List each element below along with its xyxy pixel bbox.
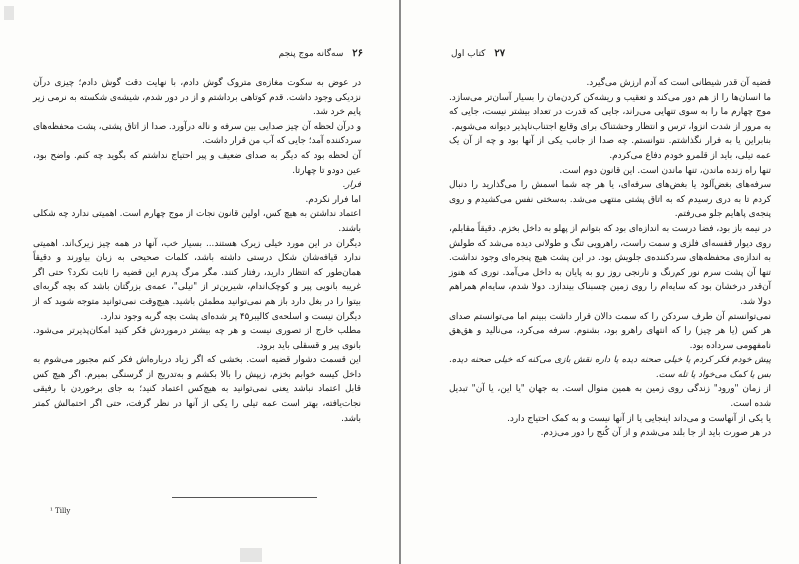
- paragraph: تنها راه زنده ماندن، تنها ماندن است. این قانون دوم است.: [559, 165, 771, 176]
- left-page-body: [33, 76, 361, 426]
- paragraph: اعتماد نداشتن به هیچ کس، اولین قانون نجات از موج چهارم است. اهمیتی ندارد چه شکلی باشند.: [33, 209, 361, 234]
- paragraph: در نیمه باز بود، فضا درست به اندازه‌ای بود که بتوانم از پهلو به داخل بخزم. دقیقاً مقابلم، روی دیوار قفسه‌ای فلزی و سمت راست، راهرویی تنگ و طولانی دیده می‌شد که طولش به اندازه‌ی محفظه‌های سردکننده‌ی جلویش بود. در این پشت هیچ پنجره‌ای وجود نداشت. تنها آن پشت سرم نور کم‌رنگ و نارنجی روز رو به پایان به داخل می‌آمد. نوری که هنوز آن‌قدر درخشان بود که سایه‌ام را روی زمین چسبناک بیندازد. دولا شدم، سایه‌ام همراهم دولا شد.: [449, 223, 771, 307]
- right-page-header: [451, 48, 571, 59]
- paragraph: اما فرار نکردم.: [305, 194, 361, 205]
- right-page-body: [449, 76, 771, 441]
- paragraph: پیش خودم فکر کردم یا خیلی صحنه دیده یا داره نقش بازی می‌کنه که خیلی صحنه دیده. بس یا کمک می‌خواد یا تله ست.: [449, 355, 771, 380]
- paragraph: قضیه آن قدر شیطانی است که آدم ارزش می‌گیرد.: [586, 78, 771, 88]
- footnote: ¹ Tilly: [50, 507, 71, 515]
- paragraph: یا یکی از آنهاست و می‌داند اینجایی یا از آنها نیست و به کمک احتیاج دارد.: [507, 413, 771, 424]
- left-page-number: ۲۶: [352, 48, 363, 59]
- paragraph: دیگران در این مورد خیلی زیرک هستند... بسیار خب، آنها در همه چیز زیرک‌اند. اهمیتی ندارد قیافه‌شان شکل درستی داشته باشد، کلمات صحیحی به زبان بیاورند و دقیقاً همان‌طور که انتظار دارید، رفتار کنند. مگر مرگ پدرم این قضیه را ثابت نکرد؟ حتی اگر غریبه بانویی پیر و کوچک‌اندام، شیرین‌تر از "تیلی"، عمه‌ی بزرگتان باشد که بچه گربه‌ای بیتوا را در بغل دارد باز هم نمی‌توانید مطمئن باشید. هیچ‌وقت نمی‌توانید متوجه شوید که از دیگران نیست و اسلحه‌ی کالیبر۴۵ پر شده‌ای پشت بچه گربه وجود ندارد.: [33, 238, 361, 322]
- right-page-number: ۲۷: [494, 48, 506, 59]
- paragraph: از زمان "ورود" زندگی روی زمین به همین منوال است. به جهان "یا این، یا آن" تبدیل شده است.: [449, 384, 771, 410]
- paragraph: و درآن لحظه آن چیز صدایی بین سرفه و ناله درآورد. صدا از اتاق پشتی، پشت محفظه‌های سردکننده آمد؛ جایی که آب من قرار داشت.: [33, 121, 361, 147]
- scan-smudge: [240, 548, 262, 562]
- paragraph: این قسمت دشوار قضیه است. بخشی که اگر زیاد درباره‌اش فکر کنم مجبور می‌شوم به داخل کیسه خوابم بخزم، زیپش را بالا بکشم و به‌تدریج از گرسنگی بمیرم. اگر هیچ کس قابل اعتماد نباشد یعنی نمی‌توانید به هیچ‌کس اعتماد کنید؛ به جای برخوردن با رفیقی نجات‌یافته، بهتر است عمه تیلی را یکی از آنها در نظر گرفت، حتی اگر احتمالش کمتر باشد.: [33, 355, 361, 424]
- scan-smudge: [4, 6, 14, 20]
- left-page-header: [243, 48, 363, 59]
- footnote-divider: [172, 497, 317, 498]
- paragraph: ما انسان‌ها را از هم دور می‌کند و تعقیب و ریشه‌کن کردن‌مان را بسیار آسان‌تر می‌سازد. موج چهارم ما را به سوی تنهایی می‌راند، جایی که قدرت در تعداد بیشتر نیست، جایی که به مرور از شدت انزوا، ترس و انتظار وحشتناک برای وقایع اجتناب‌ناپذیر دیوانه می‌شویم.: [449, 92, 771, 132]
- paragraph: سرفه‌های بغض‌آلود یا بغض‌های سرفه‌ای، یا هر چه شما اسمش را می‌گذارید را دنبال کردم تا به دری رسیدم که به اتاق پشتی منتهی می‌شد. به‌سختی نفس می‌کشیدم و روی پنجه‌ی پاهایم جلو می‌رفتم.: [449, 180, 771, 220]
- paragraph: فرار.: [342, 180, 361, 191]
- right-page: [401, 0, 799, 564]
- right-page-running-title: کتاب اول: [451, 49, 486, 59]
- left-page-running-title: سه‌گانه موج پنجم: [278, 49, 344, 59]
- paragraph: در هر صورت باید از جا بلند می‌شدم و از آن کُنج را دور می‌زدم.: [540, 428, 771, 439]
- paragraph: مطلب خارج از تصوری نیست و هر چه بیشتر درموردش فکر کنید امکان‌پذیرتر می‌شود. بانوی پیر و قسقلی باید برود.: [33, 326, 361, 351]
- paragraph: آن لحظه بود که دیگر به صدای ضعیف و پیر احتیاج نداشتم که بگوید چه کنم. واضح بود، عین دودو تا چهارتا.: [33, 150, 361, 176]
- paragraph: نمی‌توانستم آن طرف سردکن را که سمت دالان قرار داشت ببینم اما می‌توانستم صدای هر کس (یا هر چیز) را که انتهای راهرو بود، بشنوم. سرفه می‌کرد، می‌نالید و هق‌هق نامفهومی سرداده بود.: [449, 311, 771, 351]
- paragraph: بنابراین یا به فرار نگذاشتم. نتوانستم. چه صدا از جانب یکی از آنها بود و چه از آن یک عمه تیلی، باید از قلمرو خودم دفاع می‌کردم.: [449, 136, 771, 161]
- paragraph: در عوض به سکوت مغازه‌ی متروک گوش دادم، با نهایت دقت گوش دادم؛ چیزی درآن نزدیکی وجود داشت. قدم کوتاهی برداشتم و از در دور شدم، شیشه‌ی شکسته به نرمی زیر پایم خرد شد.: [33, 78, 361, 118]
